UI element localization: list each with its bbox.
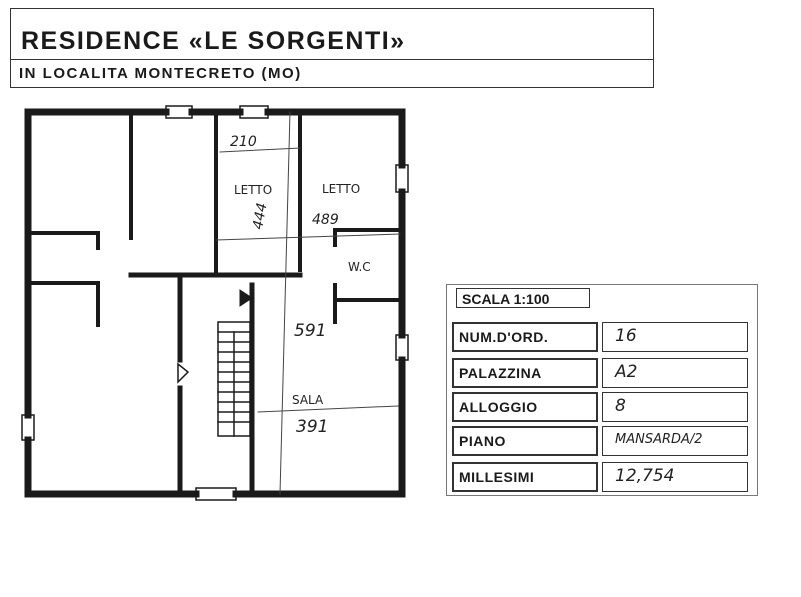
- measurement: 591: [294, 321, 327, 341]
- legend-label-num-ord: NUM.D'ORD.: [452, 322, 598, 352]
- room-label-letto-right: LETTO: [322, 182, 361, 196]
- entrance-arrow-icon: [178, 364, 188, 382]
- room-label-wc: W.C: [348, 260, 371, 274]
- room-label-letto-left: LETTO: [234, 183, 273, 197]
- legend-value-num-ord: 16: [602, 322, 748, 352]
- measurement: 391: [296, 417, 329, 437]
- measurement: 444: [250, 201, 271, 231]
- outer-wall: [28, 440, 402, 494]
- legend-label-piano: PIANO: [452, 426, 598, 456]
- legend-value-millesimi: 12,754: [602, 462, 748, 492]
- legend-value-piano: MANSARDA/2: [602, 426, 748, 456]
- page-title: RESIDENCE «LE SORGENTI»: [21, 27, 406, 55]
- scale-label: SCALA 1:100: [456, 288, 590, 308]
- room-label-sala: SALA: [292, 393, 324, 407]
- measurement: 489: [312, 212, 339, 228]
- legend-value-alloggio: 8: [602, 392, 748, 422]
- legend-label-alloggio: ALLOGGIO: [452, 392, 598, 422]
- measurement: 210: [230, 134, 257, 150]
- legend-label-palazzina: PALAZZINA: [452, 358, 598, 388]
- staircase: [218, 322, 250, 436]
- legend-label-millesimi: MILLESIMI: [452, 462, 598, 492]
- interior-wall: [28, 233, 98, 248]
- location-subtitle: IN LOCALITA MONTECRETO (MO): [19, 65, 302, 82]
- legend-value-palazzina: A2: [602, 358, 748, 388]
- interior-wall: [28, 283, 98, 325]
